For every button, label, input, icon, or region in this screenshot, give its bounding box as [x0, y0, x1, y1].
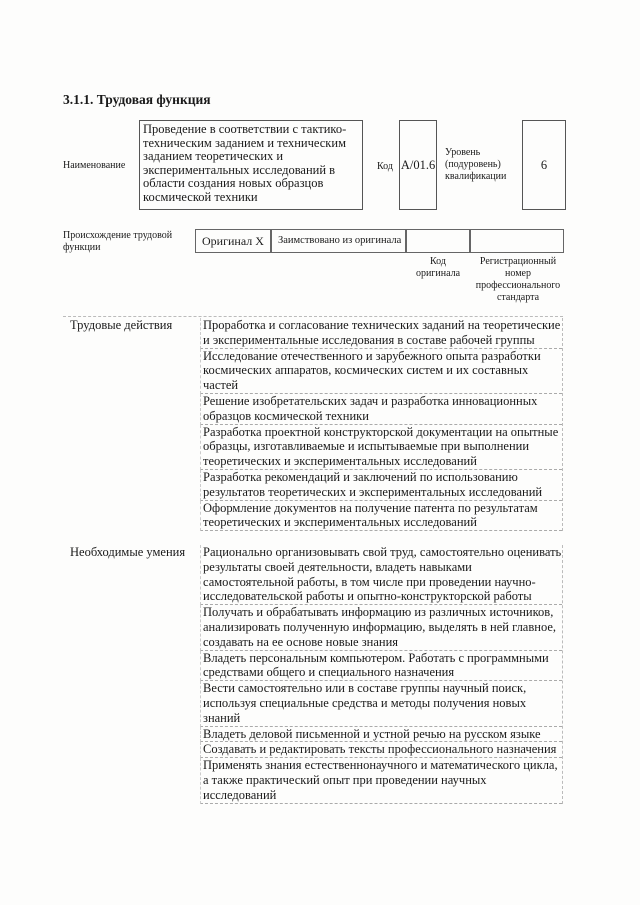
origin-borrowed-text: Заимствовано из оригинала [278, 235, 402, 246]
level-label: Уровень (подуровень) квалификации [445, 147, 507, 182]
action-item: Оформление документов на получение патента по результатам теоретических и экспериментальных исследований [200, 501, 562, 532]
skills-list [200, 545, 563, 804]
skill-item: Владеть персональным компьютером. Работать с программными средствами общего и специального назначения [200, 651, 562, 682]
skill-item: Получать и обрабатывать информацию из различных источников, анализировать полученную информацию, выделять в ней главное, создавать на ее основе новые знания [200, 605, 562, 650]
origin-code-cell [406, 229, 470, 253]
level-value: 6 [522, 120, 566, 210]
code-label: Код [377, 161, 393, 172]
action-item: Решение изобретательских задач и разработка инновационных образцов космической техники [200, 394, 562, 425]
skill-item: Применять знания естественнонаучного и математического цикла, а также практический опыт при проведении научных исследований [200, 758, 562, 803]
skill-item: Рационально организовывать свой труд, самостоятельно оценивать результаты своей деятельности, владеть навыками самостоятельной работы, в том числе при проведении научно-исследовательской работы и опытно-конструкторской работы [200, 545, 562, 605]
origin-original-cell [195, 229, 271, 253]
skill-item: Вести самостоятельно или в составе группы научный поиск, используя специальные средства и методы получения новых знаний [200, 681, 562, 726]
skill-item: Владеть деловой письменной и устной речью на русском языке [200, 727, 562, 743]
skills-label: Необходимые умения [70, 545, 186, 559]
skill-item: Создавать и редактировать тексты профессионального назначения [200, 742, 562, 758]
action-item: Разработка проектной конструкторской документации на опытные образцы, изготавливаемые и испытываемые при выполнении теоретических и экспериментальных исследований [200, 425, 562, 470]
section-title: 3.1.1. Трудовая функция [63, 92, 211, 107]
actions-list [200, 318, 563, 531]
action-item: Исследование отечественного и зарубежного опыта разработки космических аппаратов, космических систем и их составных частей [200, 349, 562, 394]
name-label: Наименование [63, 160, 126, 171]
function-name-box: Проведение в соответствии с тактико-техническим заданием и техническим заданием теоретических и экспериментальных исследований в области создания новых образцов космической техники [139, 120, 363, 210]
reg-number-caption: Регистрационный номер профессионального стандарта [475, 256, 561, 303]
origin-original-text: Оригинал Х [202, 234, 264, 248]
code-value: A/01.6 [399, 120, 437, 210]
action-item: Проработка и согласование технических заданий на теоретические и экспериментальные исследования в составе рабочей группы [200, 318, 562, 349]
actions-label: Трудовые действия [70, 318, 173, 332]
action-item: Разработка рекомендаций и заключений по использованию результатов теоретических и экспериментальных исследований [200, 470, 562, 501]
origin-reg-cell [470, 229, 564, 253]
origin-borrowed-cell [271, 229, 406, 253]
origin-label: Происхождение трудовой функции [63, 230, 173, 253]
section-divider-top [63, 316, 563, 317]
code-original-caption: Код оригинала [415, 256, 461, 279]
